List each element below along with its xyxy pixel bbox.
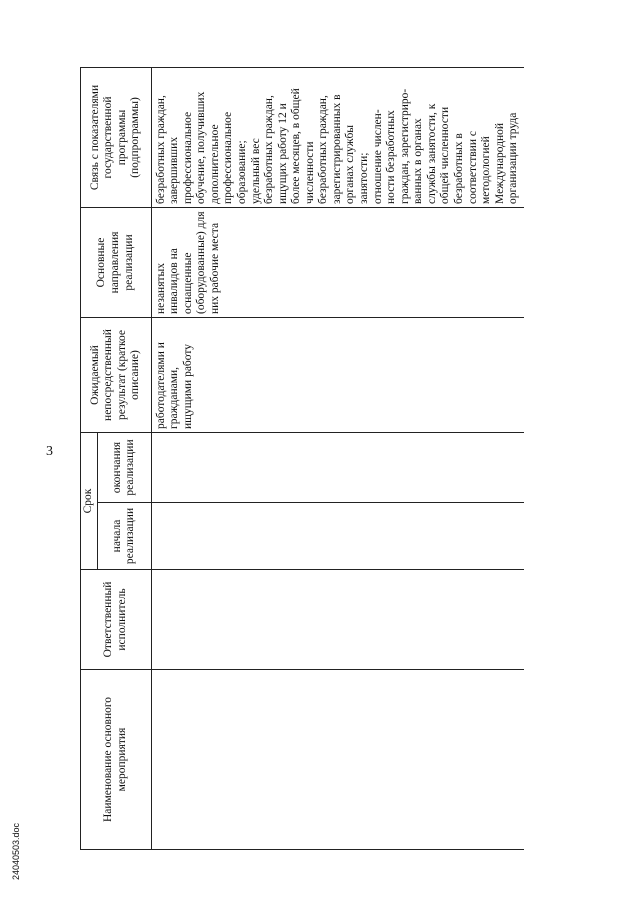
header-term: Срок xyxy=(81,433,98,570)
link-line: Международной xyxy=(493,122,506,204)
link-line: завершивших xyxy=(168,136,181,204)
link-line: ванных в органах xyxy=(412,118,425,204)
link-line: безработных в xyxy=(452,133,465,204)
header-result: Ожидаемый непосредственный результат (краткое описание) xyxy=(81,318,152,433)
link-line: численности xyxy=(303,141,316,204)
link-line: соответствии с xyxy=(466,131,479,204)
link-line: методологией xyxy=(480,136,493,204)
link-line: ищущих работу 12 и xyxy=(276,103,289,204)
cell-name xyxy=(151,670,524,850)
cell-end xyxy=(151,433,524,503)
link-line: службы занятости, к xyxy=(425,103,438,204)
header-executor: Ответственный исполнитель xyxy=(81,570,152,670)
cell-executor xyxy=(151,570,524,670)
cell-directions: незанятых инвалидов на оснащенные (оборудованные) для них рабочие места xyxy=(151,208,524,318)
header-start: начала реализации xyxy=(97,503,151,570)
header-link: Связь с показателями государственной программы (подпрограммы) xyxy=(81,68,152,208)
link-line: профессиональное xyxy=(181,111,194,204)
header-name: Наименование основного мероприятия xyxy=(81,670,152,850)
header-end: окончания реализации xyxy=(97,433,151,503)
document-id: 24040503.doc xyxy=(11,822,21,880)
header-directions: Основные направления реализации xyxy=(81,208,152,318)
link-line: образование; xyxy=(235,140,248,204)
link-line: безработных граждан, xyxy=(263,95,276,204)
link-line: организации труда xyxy=(507,112,520,204)
link-line: граждан, зарегистриро- xyxy=(398,88,411,204)
link-line: зарегистрированных в xyxy=(330,94,343,204)
cell-result: работодателями и гражданами, ищущими работу xyxy=(151,318,524,433)
program-activities-table xyxy=(80,67,524,850)
link-line: обучение, получивших xyxy=(195,91,208,204)
link-line: дополнительное xyxy=(208,124,221,204)
link-line: общей численности xyxy=(439,106,452,204)
link-line: безработных граждан, xyxy=(317,95,330,204)
link-line: занятости; xyxy=(358,152,370,204)
page-number: 3 xyxy=(46,444,53,459)
rotated-table-page xyxy=(80,50,580,850)
link-line: отношение числен- xyxy=(371,109,384,204)
link-line: ности безработных xyxy=(385,110,398,204)
link-line: профессиональное xyxy=(222,111,235,204)
link-line: более месяцев, в общей xyxy=(290,88,303,204)
link-line: органах службы xyxy=(344,124,357,204)
link-line: удельный вес xyxy=(249,138,262,204)
cell-start xyxy=(151,503,524,570)
cell-link xyxy=(151,68,524,208)
link-line: безработных граждан, xyxy=(154,95,167,204)
